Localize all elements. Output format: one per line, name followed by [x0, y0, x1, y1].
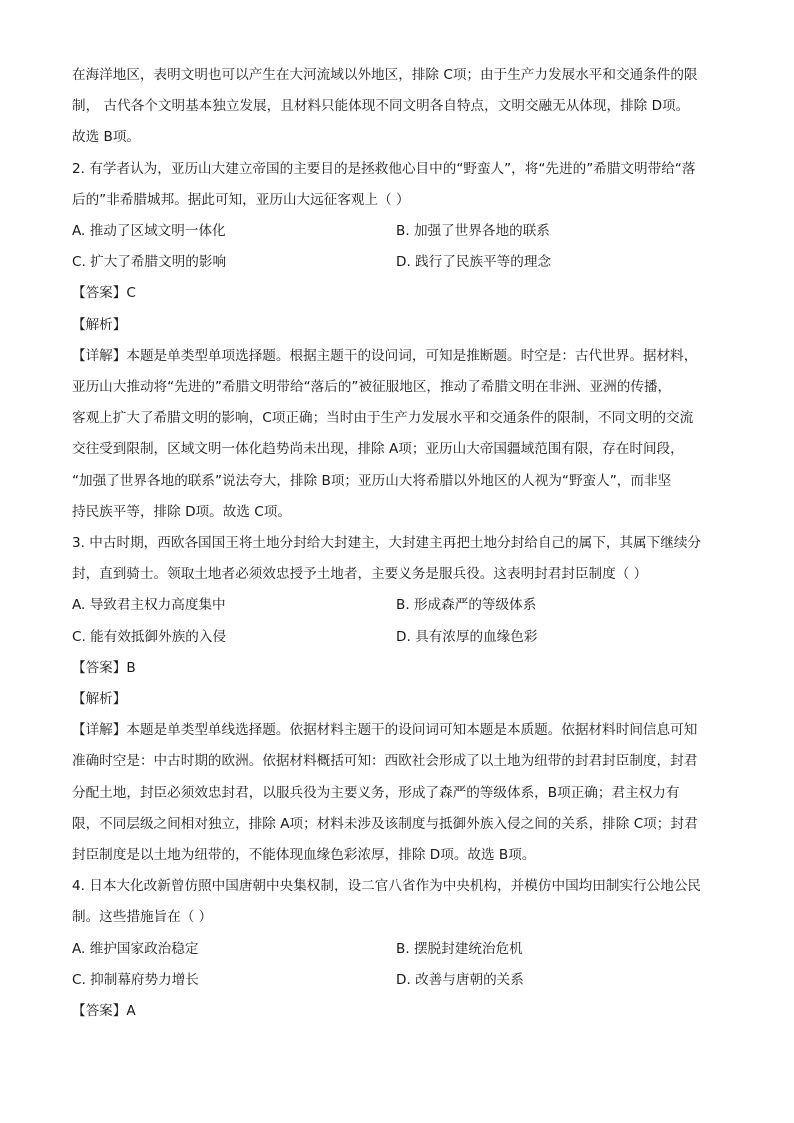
q2-detail-line-5: “加强了世界各地的联系”说法夸大，排除 B项；亚历山大将希腊以外地区的人视为“野蛮人”，而非坚	[72, 472, 672, 489]
q2-detail-line-4: 交往受到限制，区域文明一体化趋势尚未出现，排除 A项；亚历山大帝国疆域范围有限，存在时间段，	[72, 441, 684, 458]
q2-option-d: D. 践行了民族平等的理念	[396, 254, 552, 271]
q3-option-b: B. 形成森严的等级体系	[396, 597, 537, 614]
q3-detail-line-1: 【详解】本题是单类型单线选择题。依据材料主题干的设问词可知本题是本质题。依据材料时间信息可知	[72, 722, 698, 739]
q4-option-c: C. 抑制幕府势力增长	[72, 971, 199, 988]
intro-line-1: 在海洋地区，表明文明也可以产生在大河流域以外地区，排除 C项；由于生产力发展水平和交通条件的限	[72, 67, 698, 83]
q2-detail-line-1: 【详解】本题是单类型单项选择题。根据主题干的设问词，可知是推断题。时空是：古代世界。据材料，	[72, 347, 698, 364]
q4-option-a: A. 维护国家政治稳定	[72, 940, 199, 957]
q2-options-row-2	[72, 247, 732, 278]
q2-option-c: C. 扩大了希腊文明的影响	[72, 254, 227, 271]
q3-options-row-2	[72, 622, 732, 653]
document-page	[72, 60, 732, 1027]
q2-detail-line-6: 持民族平等，排除 D项。故选 C项。	[72, 503, 291, 520]
q3-detail-line-5: 封臣制度是以土地为纽带的，不能体现血缘色彩浓厚，排除 D项。故选 B项。	[72, 847, 536, 864]
q4-answer: 【答案】A	[72, 1003, 136, 1020]
q3-detail-line-3: 分配土地，封臣必须效忠封君，以服兵役为主要义务，形成了森严的等级体系，B项正确；君主权力有	[72, 784, 680, 801]
q3-options-row-1	[72, 590, 732, 621]
q4-option-d: D. 改善与唐朝的关系	[396, 971, 524, 988]
q2-option-a: A. 推动了区域文明一体化	[72, 223, 226, 240]
q3-detail-line-2: 准确时空是：中古时期的欧洲。依据材料概括可知：西欧社会形成了以土地为纽带的封君封臣制度，封君	[72, 753, 698, 770]
q3-detail-line-4: 限，不同层级之间相对独立，排除 A项；材料未涉及该制度与抵御外族入侵之间的关系，排除 C项；封君	[72, 815, 698, 832]
q2-option-b: B. 加强了世界各地的联系	[396, 223, 550, 240]
q2-options-row-1	[72, 216, 732, 247]
q3-answer: 【答案】B	[72, 659, 136, 676]
q3-stem-line-2: 封，直到骑士。领取土地者必须效忠授予土地者，主要义务是服兵役。这表明封君封臣制度（ ）	[72, 566, 648, 583]
q2-analysis-label: 【解析】	[72, 316, 127, 333]
q3-option-a: A. 导致君主权力高度集中	[72, 597, 226, 614]
q2-stem-line-2: 后的”非希腊城邦。据此可知，亚历山大远征客观上（ ）	[72, 191, 410, 208]
q4-options-row-2	[72, 965, 732, 996]
q4-options-row-1	[72, 934, 732, 965]
q2-stem-line-1: 2. 有学者认为，亚历山大建立帝国的主要目的是拯救他心目中的“野蛮人”，将“先进的”希腊文明带给“落	[72, 160, 696, 177]
q3-option-d: D. 具有浓厚的血缘色彩	[396, 628, 538, 645]
q3-stem-line-1: 3. 中古时期，西欧各国国王将土地分封给大封建主，大封建主再把土地分封给自己的属下，其属下继续分	[72, 535, 702, 552]
q2-detail-line-2: 亚历山大推动将“先进的”希腊文明带给“落后的”被征服地区，推动了希腊文明在非洲、亚洲的传播，	[72, 379, 672, 396]
q3-option-c: C. 能有效抵御外族的入侵	[72, 628, 227, 645]
q4-option-b: B. 摆脱封建统治危机	[396, 940, 523, 957]
intro-line-3: 故选 B项。	[72, 129, 141, 146]
q4-stem-line-1: 4. 日本大化改新曾仿照中国唐朝中央集权制，设二官八省作为中央机构，并模仿中国均田制实行公地公民	[72, 878, 702, 895]
q3-analysis-label: 【解析】	[72, 691, 127, 708]
q2-answer: 【答案】C	[72, 285, 136, 302]
intro-line-2: 制， 古代各个文明基本独立发展，且材料只能体现不同文明各自特点，文明交融无从体现，排除 D项。	[72, 98, 690, 115]
q2-detail-line-3: 客观上扩大了希腊文明的影响，C项正确；当时由于生产力发展水平和交通条件的限制，不同文明的交流	[72, 410, 694, 427]
q4-stem-line-2: 制。这些措施旨在（ ）	[72, 909, 213, 926]
